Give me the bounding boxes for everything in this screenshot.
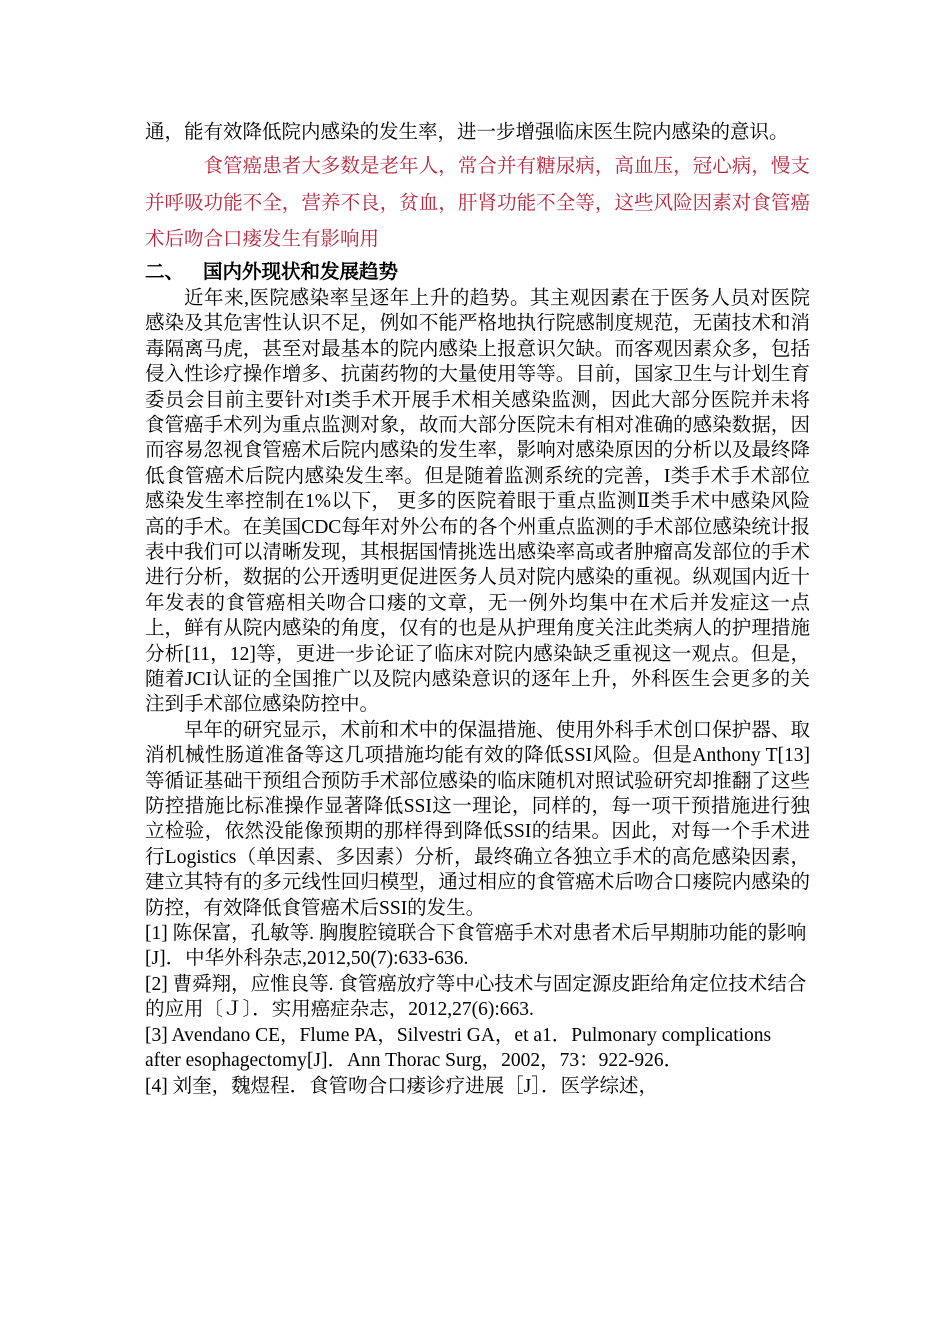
status-paragraph: 近年来,医院感染率呈逐年上升的趋势。其主观因素在于医务人员对医院感染及其危害性认识不足，例如不能严格地执行院感制度规范，无菌技术和消毒隔离马虎，甚至对最基本的院内感染上报意识欠缺。而客观因素众多，包括侵入性诊疗操作增多、抗菌药物的大量使用等等。目前，国家卫生与计划生育委员会目前主要针对I类手术开展手术相关感染监测，因此大部分医院并未将食管癌手术列为重点监测对象，故而大部分医院未有相对准确的感染数据，因而容易忽视食管癌术后院内感染的发生率，影响对感染原因的分析以及最终降低食管癌术后院内感染发生率。但是随着监测系统的完善，I类手术手术部位感染发生率控制在1%以下， 更多的医院着眼于重点监测Ⅱ类手术中感染风险高的手术。在美国CDC每年对外公布的各个州重点监测的手术部位感染统计报表中我们可以清晰发现，其根据国情挑选出感染率高或者肿瘤高发部位的手术进行分析，数据的公开透明更促进医务人员对院内感染的重视。纵观国内近十年发表的食管癌相关吻合口瘘的文章，无一例外均集中在术后并发症这一点上，鲜有从院内感染的角度，仅有的也是从护理角度关注此类病人的护理措施分析[11，12]等，更进一步论证了临床对院内感染缺乏重视这一观点。但是，随着JCI认证的全国推广以及院内感染意识的逐年上升，外科医生会更多的关注到手术部位感染防控中。 — [145, 287, 810, 716]
reference-list — [145, 921, 810, 1099]
document-page — [145, 120, 810, 1099]
section-title: 国内外现状和发展趋势 — [203, 261, 399, 283]
risk-factors-paragraph: 食管癌患者大多数是老年人，常合并有糖尿病，高血压，冠心病，慢支并呼吸功能不全，营养不良，贫血，肝肾功能不全等，这些风险因素对食管癌术后吻合口瘘发生有影响用 — [145, 156, 810, 251]
reference-item: [1] 陈保富，孔敏等. 胸腹腔镜联合下食管癌手术对患者术后早期肺功能的影响[J]．中华外科杂志,2012,50(7):633-636. — [145, 923, 807, 970]
section-number: 二、 — [145, 261, 185, 283]
section-heading — [145, 260, 810, 286]
reference-item: [2] 曹舜翔，应惟良等. 食管癌放疗等中心技术与固定源皮距给角定位技术结合的应用〔Ｊ〕．实用癌症杂志，2012,27(6):663. — [145, 973, 807, 1021]
reference-item: [4] 刘奎，魏煜程．食管吻合口瘘诊疗进展［J］．医学综述， — [145, 1075, 658, 1097]
reference-item: [3] Avendano CE，Flume PA，Silvestri GA，et a1．Pulmonary complications after esophagectomy[J]．Ann Thorac Surg，2002，73：922-926． — [145, 1024, 772, 1072]
research-paragraph: 早年的研究显示，术前和术中的保温措施、使用外科手术创口保护器、取消机械性肠道准备等这几项措施均能有效的降低SSI风险。但是Anthony T[13]等循证基础干预组合预防手术部位感染的临床随机对照试验研究却推翻了这些防控措施比标准操作显著降低SSI这一理论，同样的，每一项干预措施进行独立检验，依然没能像预期的那样得到降低SSI的结果。因此，对每一个手术进行Logistics（单因素、多因素）分析，最终确立各独立手术的高危感染因素，建立其特有的多元线性回归模型，通过相应的食管癌术后吻合口瘘院内感染的防控，有效降低食管癌术后SSI的发生。 — [145, 719, 810, 919]
intro-tail-paragraph: 通，能有效降低院内感染的发生率，进一步增强临床医生院内感染的意识。 — [145, 122, 789, 143]
